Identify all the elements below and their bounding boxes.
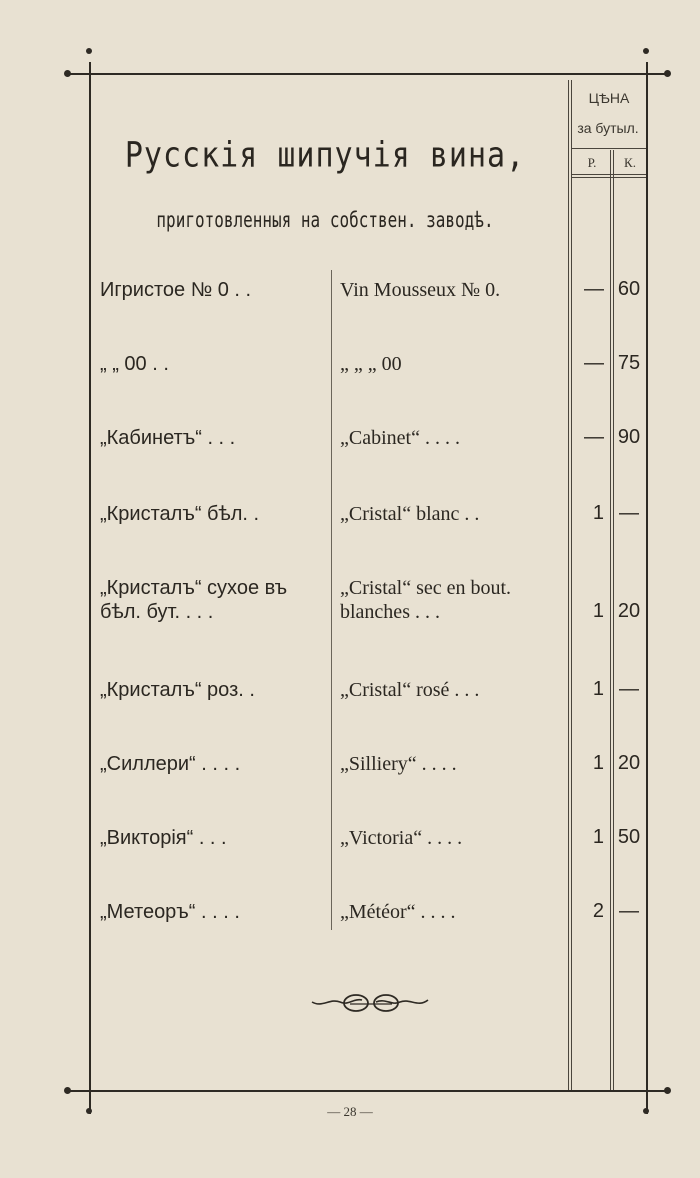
price-kop: 60 <box>617 278 641 300</box>
frame-corner-dot <box>643 48 649 54</box>
french-name: „Cristal“ sec en bout. blanches . . . <box>340 577 512 623</box>
french-name: „ „ „ 00 <box>340 353 402 375</box>
french-name: „Silliery“ . . . . <box>340 753 457 775</box>
russian-name: „Кабинетъ“ . . . <box>100 427 236 449</box>
price-rub: — <box>584 352 604 374</box>
russian-name: „Кристалъ“ роз. . <box>100 679 255 701</box>
price-kop: 20 <box>617 600 641 622</box>
price-rub: 2 <box>592 900 604 922</box>
russian-name: „Силлери“ . . . . <box>100 753 241 775</box>
price-rub: — <box>584 278 604 300</box>
frame-corner-dot <box>86 48 92 54</box>
price-kop: 90 <box>617 426 641 448</box>
russian-name: „Викторія“ . . . <box>100 827 227 849</box>
price-rub: 1 <box>592 678 604 700</box>
page-subtitle: приготовленныя на собствен. заводѣ. <box>156 206 494 233</box>
price-kop: 50 <box>617 826 641 848</box>
frame-corner-dot <box>664 70 671 77</box>
price-kop: — <box>619 502 639 524</box>
price-kop: 75 <box>617 352 641 374</box>
russian-name: „Кристалъ“ сухое въ бѣл. бут. . . . <box>100 577 288 623</box>
frame-right-line <box>646 62 648 1114</box>
price-rub: — <box>584 426 604 448</box>
price-rub: 1 <box>592 600 604 622</box>
russian-name: Игристое № 0 . . <box>100 279 252 301</box>
frame-corner-dot <box>664 1087 671 1094</box>
price-rub: 1 <box>592 752 604 774</box>
frame-corner-dot <box>643 1108 649 1114</box>
per-bottle-label: за бутыл. <box>577 120 639 136</box>
price-header-rule <box>571 148 646 149</box>
ornament-icon <box>310 988 430 1018</box>
frame-corner-dot <box>86 1108 92 1114</box>
frame-corner-dot <box>64 1087 71 1094</box>
price-column-line <box>613 150 614 1090</box>
price-header-rule <box>571 174 646 175</box>
frame-top-line <box>68 73 670 75</box>
price-column-line <box>571 80 572 1090</box>
frame-bottom-line <box>68 1090 670 1092</box>
french-name: „Victoria“ . . . . <box>340 827 463 849</box>
price-rub: 1 <box>592 826 604 848</box>
french-name: Vin Mousseux № 0. <box>340 279 501 301</box>
page-title: Русскія шипучія вина, <box>124 135 526 176</box>
french-name: „Cristal“ blanc . . <box>340 503 480 525</box>
frame-corner-dot <box>64 70 71 77</box>
french-name: „Météor“ . . . . <box>340 901 456 923</box>
russian-name: „ „ 00 . . <box>100 353 169 375</box>
price-header-rule <box>571 177 646 178</box>
rub-header: Р. <box>587 155 597 170</box>
french-name: „Cabinet“ . . . . <box>340 427 460 449</box>
price-kop: — <box>619 900 639 922</box>
price-kop: 20 <box>617 752 641 774</box>
price-rub: 1 <box>592 502 604 524</box>
russian-name: „Метеоръ“ . . . . <box>100 901 240 923</box>
price-column-line <box>568 80 569 1090</box>
column-divider <box>331 270 332 930</box>
price-kop: — <box>619 678 639 700</box>
kop-header: К. <box>624 155 636 170</box>
french-name: „Cristal“ rosé . . . <box>340 679 480 701</box>
price-header-label: ЦѢНА <box>588 90 630 106</box>
russian-name: „Кристалъ“ бѣл. . <box>100 503 260 525</box>
page-number: — 28 — <box>327 1104 373 1119</box>
price-column-line <box>610 150 611 1090</box>
